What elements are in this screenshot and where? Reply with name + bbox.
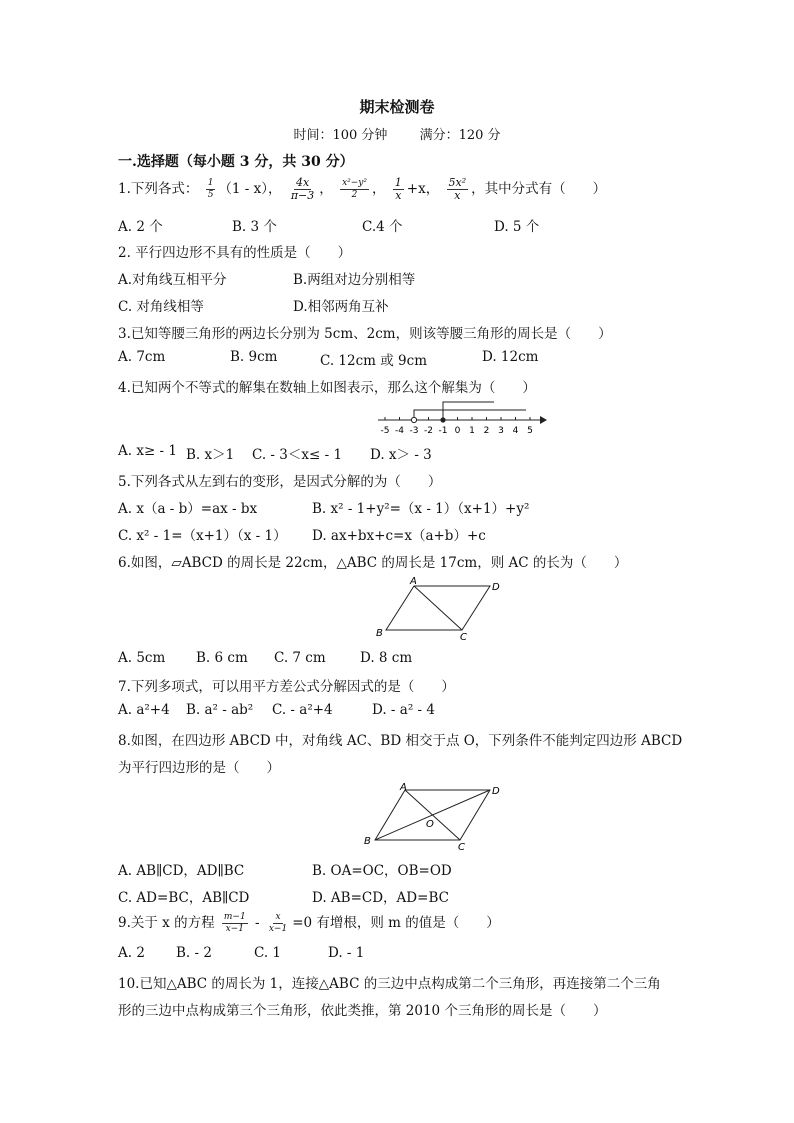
diagonal-ac (414, 586, 462, 630)
number-line-figure (370, 398, 550, 438)
fraction: $\frac{\text{x²−y²}}{2}$ (342, 178, 367, 200)
number-line-tick-label: -1 (438, 426, 448, 436)
question-10-stem-line-1: 10.已知△ABC 的周长为 1，连接△ABC 的三边中点构成第二个三角形，再连接第二个三角 (118, 976, 661, 992)
vertex-label-d: D (492, 582, 500, 593)
parallelogram-figure-q6 (372, 574, 512, 644)
question-7-option: B. a² - ab² (186, 702, 254, 718)
question-6-option: D. 8 cm (360, 650, 413, 666)
number-line-tick-label: 1 (469, 426, 475, 436)
question-6-stem: 6.如图，▱ABCD 的周长是 22cm，△ABC 的周长是 17cm，则 AC 的长为（ ） (118, 555, 628, 571)
number-line-tick-label: -5 (380, 426, 390, 436)
question-9-stem: 9.关于 x 的方程 $\frac{m-1}{x-1}$ - $\frac{x}{x-1}$ =0 有增根，则 m 的值是（ ） (118, 912, 500, 934)
question-9-option: A. 2 (118, 945, 145, 961)
question-8-option: A. AB∥CD，AD∥BC (118, 863, 245, 879)
question-3-option: A. 7cm (118, 349, 166, 365)
vertex-label-a: A (400, 782, 407, 793)
fraction: $\frac{m-1}{x-1}$ (223, 912, 246, 934)
question-4-option: A. x≥ - 1 (118, 443, 177, 459)
question-9-option: D. - 1 (328, 945, 365, 961)
exam-time: 时间：100 分钟 (293, 128, 388, 143)
number-line-tick-label: 4 (512, 426, 519, 436)
question-2-option: D.相邻两角互补 (293, 299, 389, 315)
question-7-stem: 7.下列多项式，可以用平方差公式分解因式的是（ ） (118, 679, 455, 695)
question-5-option: A. x（a - b）=ax - bx (118, 501, 258, 517)
exam-score: 满分：120 分 (419, 128, 501, 143)
question-5-stem: 5.下列各式从左到右的变形，是因式分解的为（ ） (118, 474, 442, 490)
question-7-option: A. a²+4 (118, 702, 170, 718)
parallelogram-figure-q8 (360, 780, 510, 852)
question-8-stem-line-1: 8.如图，在四边形 ABCD 中，对角线 AC、BD 相交于点 O，下列条件不能判定四边形 ABCD (118, 733, 683, 749)
question-3-option: C. 12cm 或 9cm (320, 353, 428, 369)
number-line-tick-label: 5 (527, 426, 533, 436)
number-line-labels (381, 426, 533, 436)
question-9-option: C. 1 (254, 945, 282, 961)
number-line-tick-label: -3 (409, 426, 419, 436)
fraction: $\frac{\text{5x²}}{x}$ (448, 176, 467, 202)
question-4-option: B. x＞1 (186, 447, 235, 463)
question-8-option: D. AB=CD，AD=BC (312, 890, 449, 906)
number-line-arrow (540, 416, 547, 424)
question-2-option: A.对角线互相平分 (118, 272, 227, 288)
vertex-label-b: B (376, 628, 383, 639)
question-8-stem-line-2: 为平行四边形的是（ ） (118, 760, 280, 776)
number-line-tick-label: -2 (424, 426, 433, 436)
question-4-option: C. - 3＜x≤ - 1 (252, 447, 343, 463)
question-3-option: D. 12cm (482, 349, 539, 365)
number-line-tick-label: 0 (454, 426, 461, 436)
question-5-option: D. ax+bx+c=x（a+b）+c (312, 528, 486, 544)
question-2-stem: 2. 平行四边形不具有的性质是（ ） (118, 245, 352, 261)
question-7-option: D. - a² - 4 (372, 702, 435, 718)
vertex-label-b: B (364, 836, 371, 847)
question-1-stem: 1.下列各式： $\frac{1}{5}$ （1 - x）， $\frac{4x}{\pi-3}$ ， $\frac{\text{x²−y²}}{2}$ ， $\frac{1}{x}$ +x， $\frac{\text{5x²}}{x}$ ，其中分式有（ ） (118, 176, 607, 202)
section-heading: 一.选择题（每小题 3 分，共 30 分） (118, 154, 354, 170)
vertex-label-c: C (458, 842, 465, 852)
question-6-option: A. 5cm (118, 650, 166, 666)
question-8-option: B. OA=OC，OB=OD (312, 863, 452, 879)
number-line-tick-label: -4 (395, 426, 404, 436)
question-4-option: D. x＞ - 3 (370, 447, 432, 463)
vertex-label-c: C (460, 632, 467, 643)
number-line-tick-label: 2 (483, 426, 490, 436)
number-line-tick-label: 3 (498, 426, 504, 436)
exam-title: 期末检测卷 (359, 98, 435, 116)
question-2-option: C. 对角线相等 (118, 299, 204, 315)
question-6-option: B. 6 cm (196, 650, 248, 666)
question-3-stem: 3.已知等腰三角形的两边长分别为 5cm、2cm，则该等腰三角形的周长是（ ） (118, 326, 612, 342)
question-1-option: C.4 个 (362, 219, 403, 235)
question-1-option: A. 2 个 (118, 219, 163, 235)
question-7-option: C. - a²+4 (272, 702, 333, 718)
fraction: $\frac{1}{x}$ (394, 176, 402, 202)
question-8-option: C. AD=BC，AB∥CD (118, 890, 250, 906)
fraction: $\frac{x}{x-1}$ (268, 912, 288, 934)
question-3-option: B. 9cm (230, 349, 278, 365)
fraction: $\frac{4x}{\pi-3}$ (290, 176, 315, 202)
range-line-greater-than-neg3 (414, 410, 526, 420)
question-1-option: D. 5 个 (494, 219, 540, 235)
diagonal-bd (375, 790, 490, 840)
question-2-option: B.两组对边分别相等 (293, 272, 416, 288)
question-6-option: C. 7 cm (274, 650, 326, 666)
vertex-label-d: D (492, 786, 500, 797)
question-1-option: B. 3 个 (232, 219, 277, 235)
question-5-option: B. x² - 1+y²=（x - 1）（x+1）+y² (312, 501, 530, 517)
exam-subtitle (0, 124, 794, 143)
center-label-o: O (426, 819, 434, 830)
closed-point-neg1 (440, 417, 445, 422)
question-4-stem: 4.已知两个不等式的解集在数轴上如图表示，那么这个解集为（ ） (118, 380, 536, 396)
question-9-option: B. - 2 (176, 945, 212, 961)
vertex-label-a: A (410, 576, 417, 587)
question-5-option: C. x² - 1=（x+1）（x - 1） (118, 528, 287, 544)
question-10-stem-line-2: 形的三边中点构成第三个三角形，依此类推，第 2010 个三角形的周长是（ ） (118, 1003, 607, 1019)
open-point-neg3 (411, 417, 416, 422)
fraction: $\frac{1}{5}$ (207, 178, 214, 200)
